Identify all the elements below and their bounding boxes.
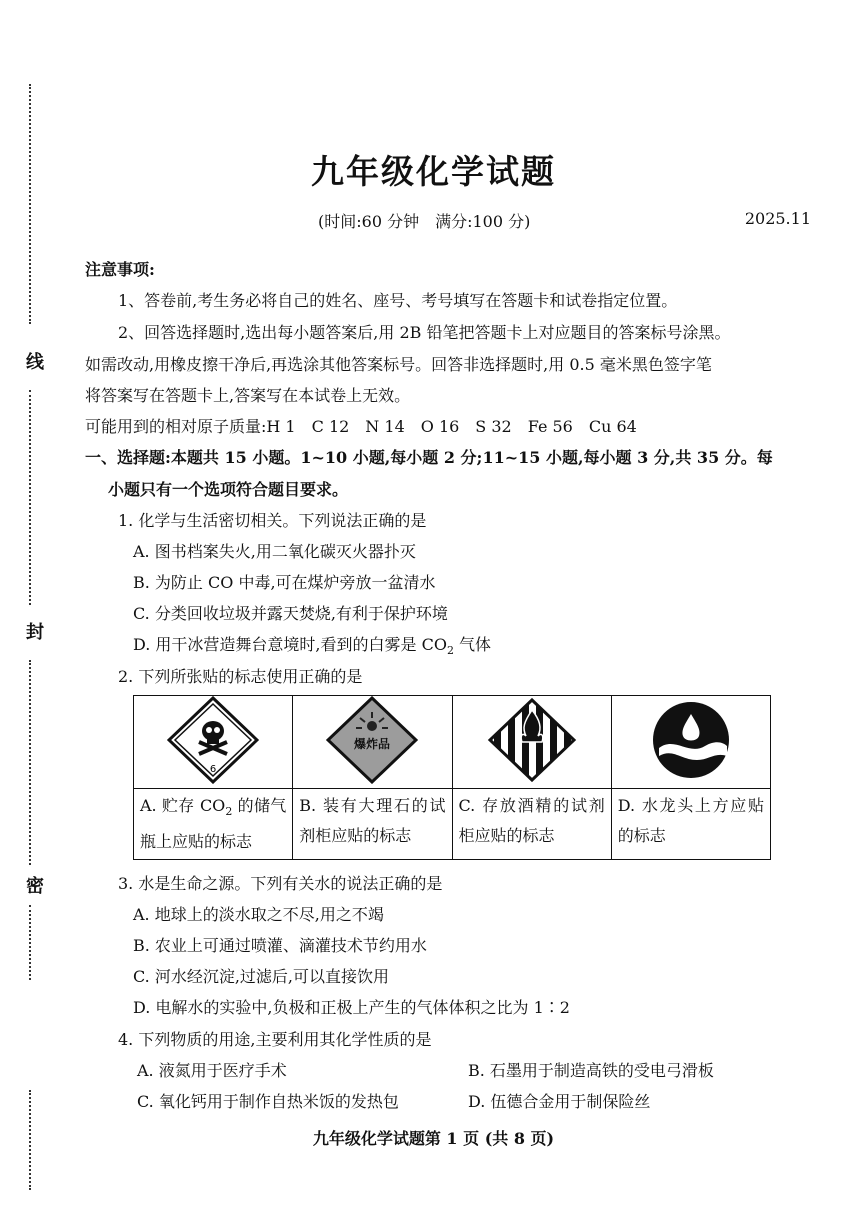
atomic-masses: 可能用到的相对原子质量:H 1 C 12 N 14 O 16 S 32 Fe 56 Cu 64: [85, 417, 637, 436]
notes-item-2-line-1: 2、回答选择题时,选出每小题答案后,用 2B 铅笔把答题卡上对应题目的答案标号涂黑。: [118, 323, 731, 342]
exam-date: 2025.11: [744, 209, 811, 228]
q4-stem: 4. 下列物质的用途,主要利用其化学性质的是: [118, 1030, 432, 1049]
section-1-heading-cont: 小题只有一个选项符合题目要求。: [108, 480, 349, 499]
q4-option-a: A. 液氮用于医疗手术: [137, 1061, 287, 1080]
q2-sign-cell-d: [611, 696, 770, 789]
q3-option-a: A. 地球上的淡水取之不尽,用之不竭: [133, 905, 384, 924]
q2-sign-cell-c: [452, 696, 611, 789]
binding-dotted-line-1: [29, 84, 31, 324]
page-footer: 九年级化学试题第 1 页 (共 8 页): [312, 1129, 555, 1148]
q3-option-d: D. 电解水的实验中,负极和正极上产生的气体体积之比为 1∶2: [133, 998, 570, 1017]
toxic-skull-sign-icon: [167, 696, 259, 784]
q2-option-a: A. 贮存 $CO_2$ 的储气瓶上应贴的标志: [134, 789, 293, 860]
binding-dotted-line-4: [29, 905, 31, 980]
q3-option-c: C. 河水经沉淀,过滤后,可以直接饮用: [133, 967, 390, 986]
q3-stem: 3. 水是生命之源。下列有关水的说法正确的是: [118, 874, 443, 893]
water-saving-sign-icon: [645, 696, 737, 784]
notes-item-2-line-3: 将答案写在答题卡上,答案写在本试卷上无效。: [85, 386, 411, 405]
q1-option-c: C. 分类回收垃圾并露天焚烧,有利于保护环境: [133, 604, 448, 623]
q2-option-c: C. 存放酒精的试剂柜应贴的标志: [452, 789, 611, 860]
q4-option-b: B. 石墨用于制造高铁的受电弓滑板: [468, 1061, 714, 1080]
notes-item-2-line-2: 如需改动,用橡皮擦干净后,再选涂其他答案标号。回答非选择题时,用 0.5 毫米黑色签字笔: [85, 355, 712, 374]
flammable-solid-sign-icon: [486, 696, 578, 784]
q2-option-b: B. 装有大理石的试剂柜应贴的标志: [293, 789, 452, 860]
q1-option-b: B. 为防止 CO 中毒,可在煤炉旁放一盆清水: [133, 573, 436, 592]
notes-heading: 注意事项:: [85, 260, 155, 279]
q2-sign-cell-a: [134, 696, 293, 789]
q1-option-d: D. 用干冰营造舞台意境时,看到的白雾是 $CO_2$ 气体: [133, 635, 492, 658]
page-title: 九年级化学试题: [311, 152, 556, 191]
q1-stem: 1. 化学与生活密切相关。下列说法正确的是: [118, 511, 427, 530]
exam-time-score: (时间:60 分钟 满分:100 分): [318, 212, 531, 231]
q1-option-a: A. 图书档案失火,用二氧化碳灭火器扑灭: [133, 542, 416, 561]
binding-char-feng: 封: [23, 622, 44, 640]
binding-dotted-line-2: [29, 390, 31, 605]
q2-option-d: D. 水龙头上方应贴的标志: [611, 789, 770, 860]
notes-item-1: 1、答卷前,考生务必将自己的姓名、座号、考号填写在答题卡和试卷指定位置。: [118, 291, 678, 310]
binding-char-mi: 密: [23, 876, 44, 894]
q2-signs-table: [133, 695, 771, 860]
q4-option-c: C. 氧化钙用于制作自热米饭的发热包: [137, 1092, 399, 1111]
explosive-sign-icon: [326, 696, 418, 784]
toxic-sign-number: 6: [209, 764, 217, 775]
binding-char-xian: 线: [23, 352, 44, 370]
q2-sign-cell-b: [293, 696, 452, 789]
q4-option-d: D. 伍德合金用于制保险丝: [468, 1092, 651, 1111]
q3-option-b: B. 农业上可通过喷灌、滴灌技术节约用水: [133, 936, 427, 955]
binding-dotted-line-3: [29, 660, 31, 865]
explosive-sign-label: 爆炸品: [354, 737, 391, 751]
q2-stem: 2. 下列所张贴的标志使用正确的是: [118, 667, 363, 686]
section-1-heading: 一、选择题:本题共 15 小题。1~10 小题,每小题 2 分;11~15 小题,每小题 3 分,共 35 分。每: [85, 448, 773, 467]
